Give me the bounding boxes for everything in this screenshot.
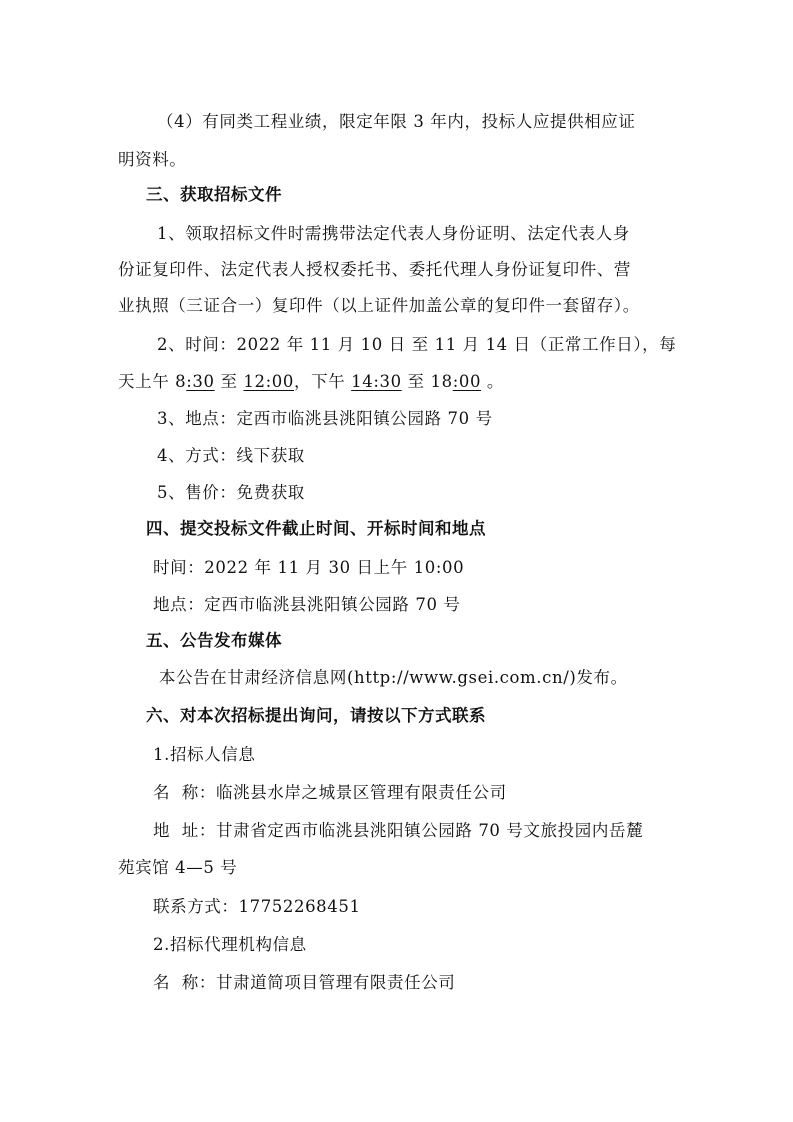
time-noon: 12:00	[243, 372, 294, 391]
time-to-1: 至	[214, 372, 244, 391]
paragraph-1-line-3: 业执照（三证合一）复印件（以上证件加盖公章的复印件一套留存）。	[118, 296, 640, 315]
agency-name: 名 称：甘肃道简项目管理有限责任公司	[153, 973, 456, 992]
time-prefix: 天上午	[118, 372, 176, 391]
paragraph-2: 2、时间：2022 年 11 月 10 日 至 11 月 14 日（正常工作日），每	[157, 335, 677, 354]
agency-info-label: 2.招标代理机构信息	[153, 935, 307, 954]
paragraph-3: 3、地点：定西市临洮县洮阳镇公园路 70 号	[157, 409, 493, 428]
time-to-2: 至	[401, 372, 431, 391]
tenderer-address-cont: 苑宾馆 4—5 号	[118, 858, 238, 877]
section-heading-5: 五、公告发布媒体	[146, 631, 282, 650]
media-paragraph: 本公告在甘肃经济信息网(http://www.gsei.com.cn/)发布。	[153, 668, 628, 687]
tenderer-name: 名 称：临洮县水岸之城景区管理有限责任公司	[153, 783, 507, 802]
paragraph-4: 4、方式：线下获取	[157, 446, 305, 465]
paragraph-2-time-line	[118, 370, 504, 394]
time-end-minutes: :00	[452, 372, 482, 391]
qualification-item-4: （4）有同类工程业绩，限定年限 3 年内，投标人应提供相应证	[157, 112, 636, 131]
time-end-hour: 18	[430, 372, 453, 391]
paragraph-1: 1、领取招标文件时需携带法定代表人身份证明、法定代表人身	[157, 224, 630, 243]
section-heading-3: 三、获取招标文件	[146, 185, 282, 204]
qualification-item-4-cont: 明资料。	[118, 150, 187, 169]
section-heading-4: 四、提交投标文件截止时间、开标时间和地点	[146, 519, 486, 538]
deadline-location: 地点：定西市临洮县洮阳镇公园路 70 号	[153, 595, 461, 614]
time-start-minutes: :30	[186, 372, 215, 391]
time-afternoon-label: ，下午	[293, 372, 352, 391]
deadline-time: 时间：2022 年 11 月 30 日上午 10:00	[153, 558, 465, 577]
time-afternoon-start: 14:30	[351, 372, 402, 391]
paragraph-5: 5、售价：免费获取	[157, 483, 305, 502]
time-suffix: 。	[481, 372, 505, 391]
section-heading-6: 六、对本次招标提出询问，请按以下方式联系	[146, 706, 486, 725]
tenderer-info-label: 1.招标人信息	[153, 745, 256, 764]
tenderer-contact: 联系方式：17752268451	[153, 897, 361, 916]
paragraph-1-line-2: 份证复印件、法定代表人授权委托书、委托代理人身份证复印件、营	[118, 260, 631, 279]
tenderer-address: 地 址：甘肃省定西市临洮县洮阳镇公园路 70 号文旅投园内岳麓	[153, 821, 644, 840]
time-start-hour: 8	[175, 372, 187, 391]
